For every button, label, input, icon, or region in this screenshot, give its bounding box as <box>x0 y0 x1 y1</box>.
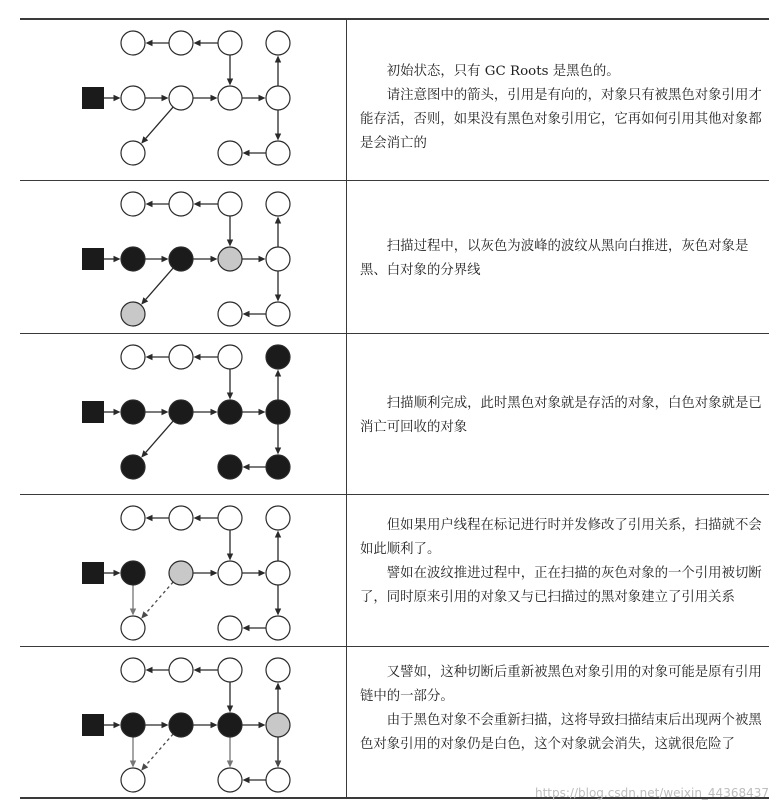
arrowhead <box>146 201 153 207</box>
gc-root-node <box>82 401 104 423</box>
arrowhead <box>227 706 233 713</box>
arrowhead <box>141 763 148 770</box>
arrowhead <box>275 134 281 141</box>
object-node <box>169 506 193 530</box>
object-node <box>169 345 193 369</box>
object-node <box>266 141 290 165</box>
diagram-cell-2 <box>20 181 346 333</box>
arrowhead <box>275 761 281 768</box>
object-node <box>218 616 242 640</box>
arrowhead <box>211 256 218 262</box>
arrowhead <box>227 393 233 400</box>
arrowhead <box>194 40 201 46</box>
description-cell-2 <box>360 235 765 283</box>
object-node <box>169 86 193 110</box>
object-node <box>169 31 193 55</box>
object-node <box>121 506 145 530</box>
object-node <box>121 658 145 682</box>
reference-arrow <box>146 421 173 452</box>
reference-arrow <box>146 582 173 613</box>
gc-root-node <box>82 248 104 270</box>
object-node <box>218 561 242 585</box>
arrowhead <box>275 370 281 377</box>
arrowhead <box>227 554 233 561</box>
object-node <box>218 768 242 792</box>
arrowhead <box>227 240 233 247</box>
object-node <box>121 31 145 55</box>
object-node <box>218 400 242 424</box>
arrowhead <box>259 409 266 415</box>
arrowhead <box>194 515 201 521</box>
object-node <box>266 86 290 110</box>
paragraph: 譬如在波纹推进过程中，正在扫描的灰色对象的一个引用被切断了，同时原来引用的对象又与已扫描过的黑对象建立了引用关系 <box>360 566 762 605</box>
object-node <box>121 86 145 110</box>
description-cell-4 <box>360 514 765 610</box>
diagram-cell-1 <box>20 20 346 180</box>
arrowhead <box>130 761 136 768</box>
gc-root-node <box>82 87 104 109</box>
arrowhead <box>275 295 281 302</box>
object-node <box>218 302 242 326</box>
paragraph: 但如果用户线程在标记进行时并发修改了引用关系，扫描就不会如此顺利了。 <box>360 518 762 557</box>
object-node <box>218 247 242 271</box>
arrowhead <box>114 722 121 728</box>
object-node <box>218 506 242 530</box>
arrowhead <box>211 409 218 415</box>
object-node <box>218 658 242 682</box>
object-node <box>121 616 145 640</box>
arrowhead <box>146 40 153 46</box>
arrowhead <box>259 95 266 101</box>
object-node <box>218 31 242 55</box>
column-divider <box>346 18 347 799</box>
object-node <box>266 192 290 216</box>
arrowhead <box>243 625 250 631</box>
arrowhead <box>259 256 266 262</box>
object-node <box>218 141 242 165</box>
object-graph-cut-reference <box>20 495 346 646</box>
arrowhead <box>243 464 250 470</box>
arrowhead <box>227 761 233 768</box>
arrowhead <box>162 722 169 728</box>
diagram-cell-4 <box>20 495 346 646</box>
diagram-cell-5 <box>20 647 346 797</box>
arrowhead <box>243 777 250 783</box>
arrowhead <box>194 667 201 673</box>
object-node <box>266 713 290 737</box>
object-node <box>121 713 145 737</box>
comparison-table <box>20 18 769 799</box>
description-cell-1 <box>360 60 765 156</box>
paragraph: 请注意图中的箭头，引用是有向的，对象只有被黑色对象引用才能存活，否则，如果没有黑色对象引用它，它再如何引用其他对象都是会消亡的 <box>360 88 762 151</box>
object-node <box>266 400 290 424</box>
arrowhead <box>114 409 121 415</box>
object-node <box>121 345 145 369</box>
object-node <box>218 86 242 110</box>
arrowhead <box>162 256 169 262</box>
object-node <box>266 616 290 640</box>
arrowhead <box>162 409 169 415</box>
object-node <box>121 192 145 216</box>
arrowhead <box>146 667 153 673</box>
paragraph: 初始状态，只有 GC Roots 是黑色的。 <box>386 64 620 79</box>
paragraph: 又譬如，这种切断后重新被黑色对象引用的对象可能是原有引用链中的一部分。 <box>360 665 762 704</box>
object-node <box>218 345 242 369</box>
object-node <box>266 345 290 369</box>
object-graph-scanning <box>20 181 346 333</box>
paragraph: 扫描过程中，以灰色为波峰的波纹从黑向白推进，灰色对象是黑、白对象的分界线 <box>360 239 749 278</box>
paragraph: 扫描顺利完成，此时黑色对象就是存活的对象，白色对象就是已消亡可回收的对象 <box>360 396 762 435</box>
arrowhead <box>211 95 218 101</box>
paragraph: 由于黑色对象不会重新扫描，这将导致扫描结束后出现两个被黑色对象引用的对象仍是白色，这个对象就会消失，这就很危险了 <box>360 713 762 752</box>
object-node <box>266 455 290 479</box>
arrowhead <box>194 201 201 207</box>
arrowhead <box>275 531 281 538</box>
reference-arrow <box>146 107 173 138</box>
arrowhead <box>211 722 218 728</box>
arrowhead <box>275 56 281 63</box>
arrowhead <box>194 354 201 360</box>
object-graph-lost-object <box>20 647 346 797</box>
object-node <box>121 768 145 792</box>
arrowhead <box>243 150 250 156</box>
object-node <box>218 455 242 479</box>
description-cell-3 <box>360 392 765 440</box>
arrowhead <box>275 609 281 616</box>
object-graph-initial <box>20 20 346 180</box>
object-node <box>169 713 193 737</box>
gc-root-node <box>82 714 104 736</box>
object-node <box>266 31 290 55</box>
object-node <box>121 455 145 479</box>
object-node <box>169 247 193 271</box>
object-node <box>266 302 290 326</box>
arrowhead <box>141 611 148 618</box>
diagram-cell-3 <box>20 334 346 494</box>
gc-root-node <box>82 562 104 584</box>
object-graph-complete <box>20 334 346 494</box>
object-node <box>121 247 145 271</box>
arrowhead <box>227 79 233 86</box>
object-node <box>121 302 145 326</box>
object-node <box>218 713 242 737</box>
object-node <box>218 192 242 216</box>
arrowhead <box>146 354 153 360</box>
arrowhead <box>130 609 136 616</box>
object-node <box>121 400 145 424</box>
reference-arrow <box>146 268 173 299</box>
watermark: https://blog.csdn.net/weixin_44368437 <box>534 786 769 800</box>
arrowhead <box>243 311 250 317</box>
object-node <box>266 768 290 792</box>
arrowhead <box>275 683 281 690</box>
arrowhead <box>114 256 121 262</box>
arrowhead <box>162 95 169 101</box>
object-node <box>121 561 145 585</box>
object-node <box>169 658 193 682</box>
arrowhead <box>275 448 281 455</box>
object-node <box>266 561 290 585</box>
object-node <box>266 658 290 682</box>
object-node <box>169 400 193 424</box>
object-node <box>266 247 290 271</box>
description-cell-5 <box>360 661 765 757</box>
arrowhead <box>146 515 153 521</box>
object-node <box>169 192 193 216</box>
arrowhead <box>275 217 281 224</box>
arrowhead <box>259 722 266 728</box>
object-node <box>121 141 145 165</box>
object-node <box>169 561 193 585</box>
arrowhead <box>259 570 266 576</box>
object-node <box>266 506 290 530</box>
arrowhead <box>211 570 218 576</box>
arrowhead <box>114 95 121 101</box>
arrowhead <box>114 570 121 576</box>
reference-arrow <box>146 734 173 765</box>
